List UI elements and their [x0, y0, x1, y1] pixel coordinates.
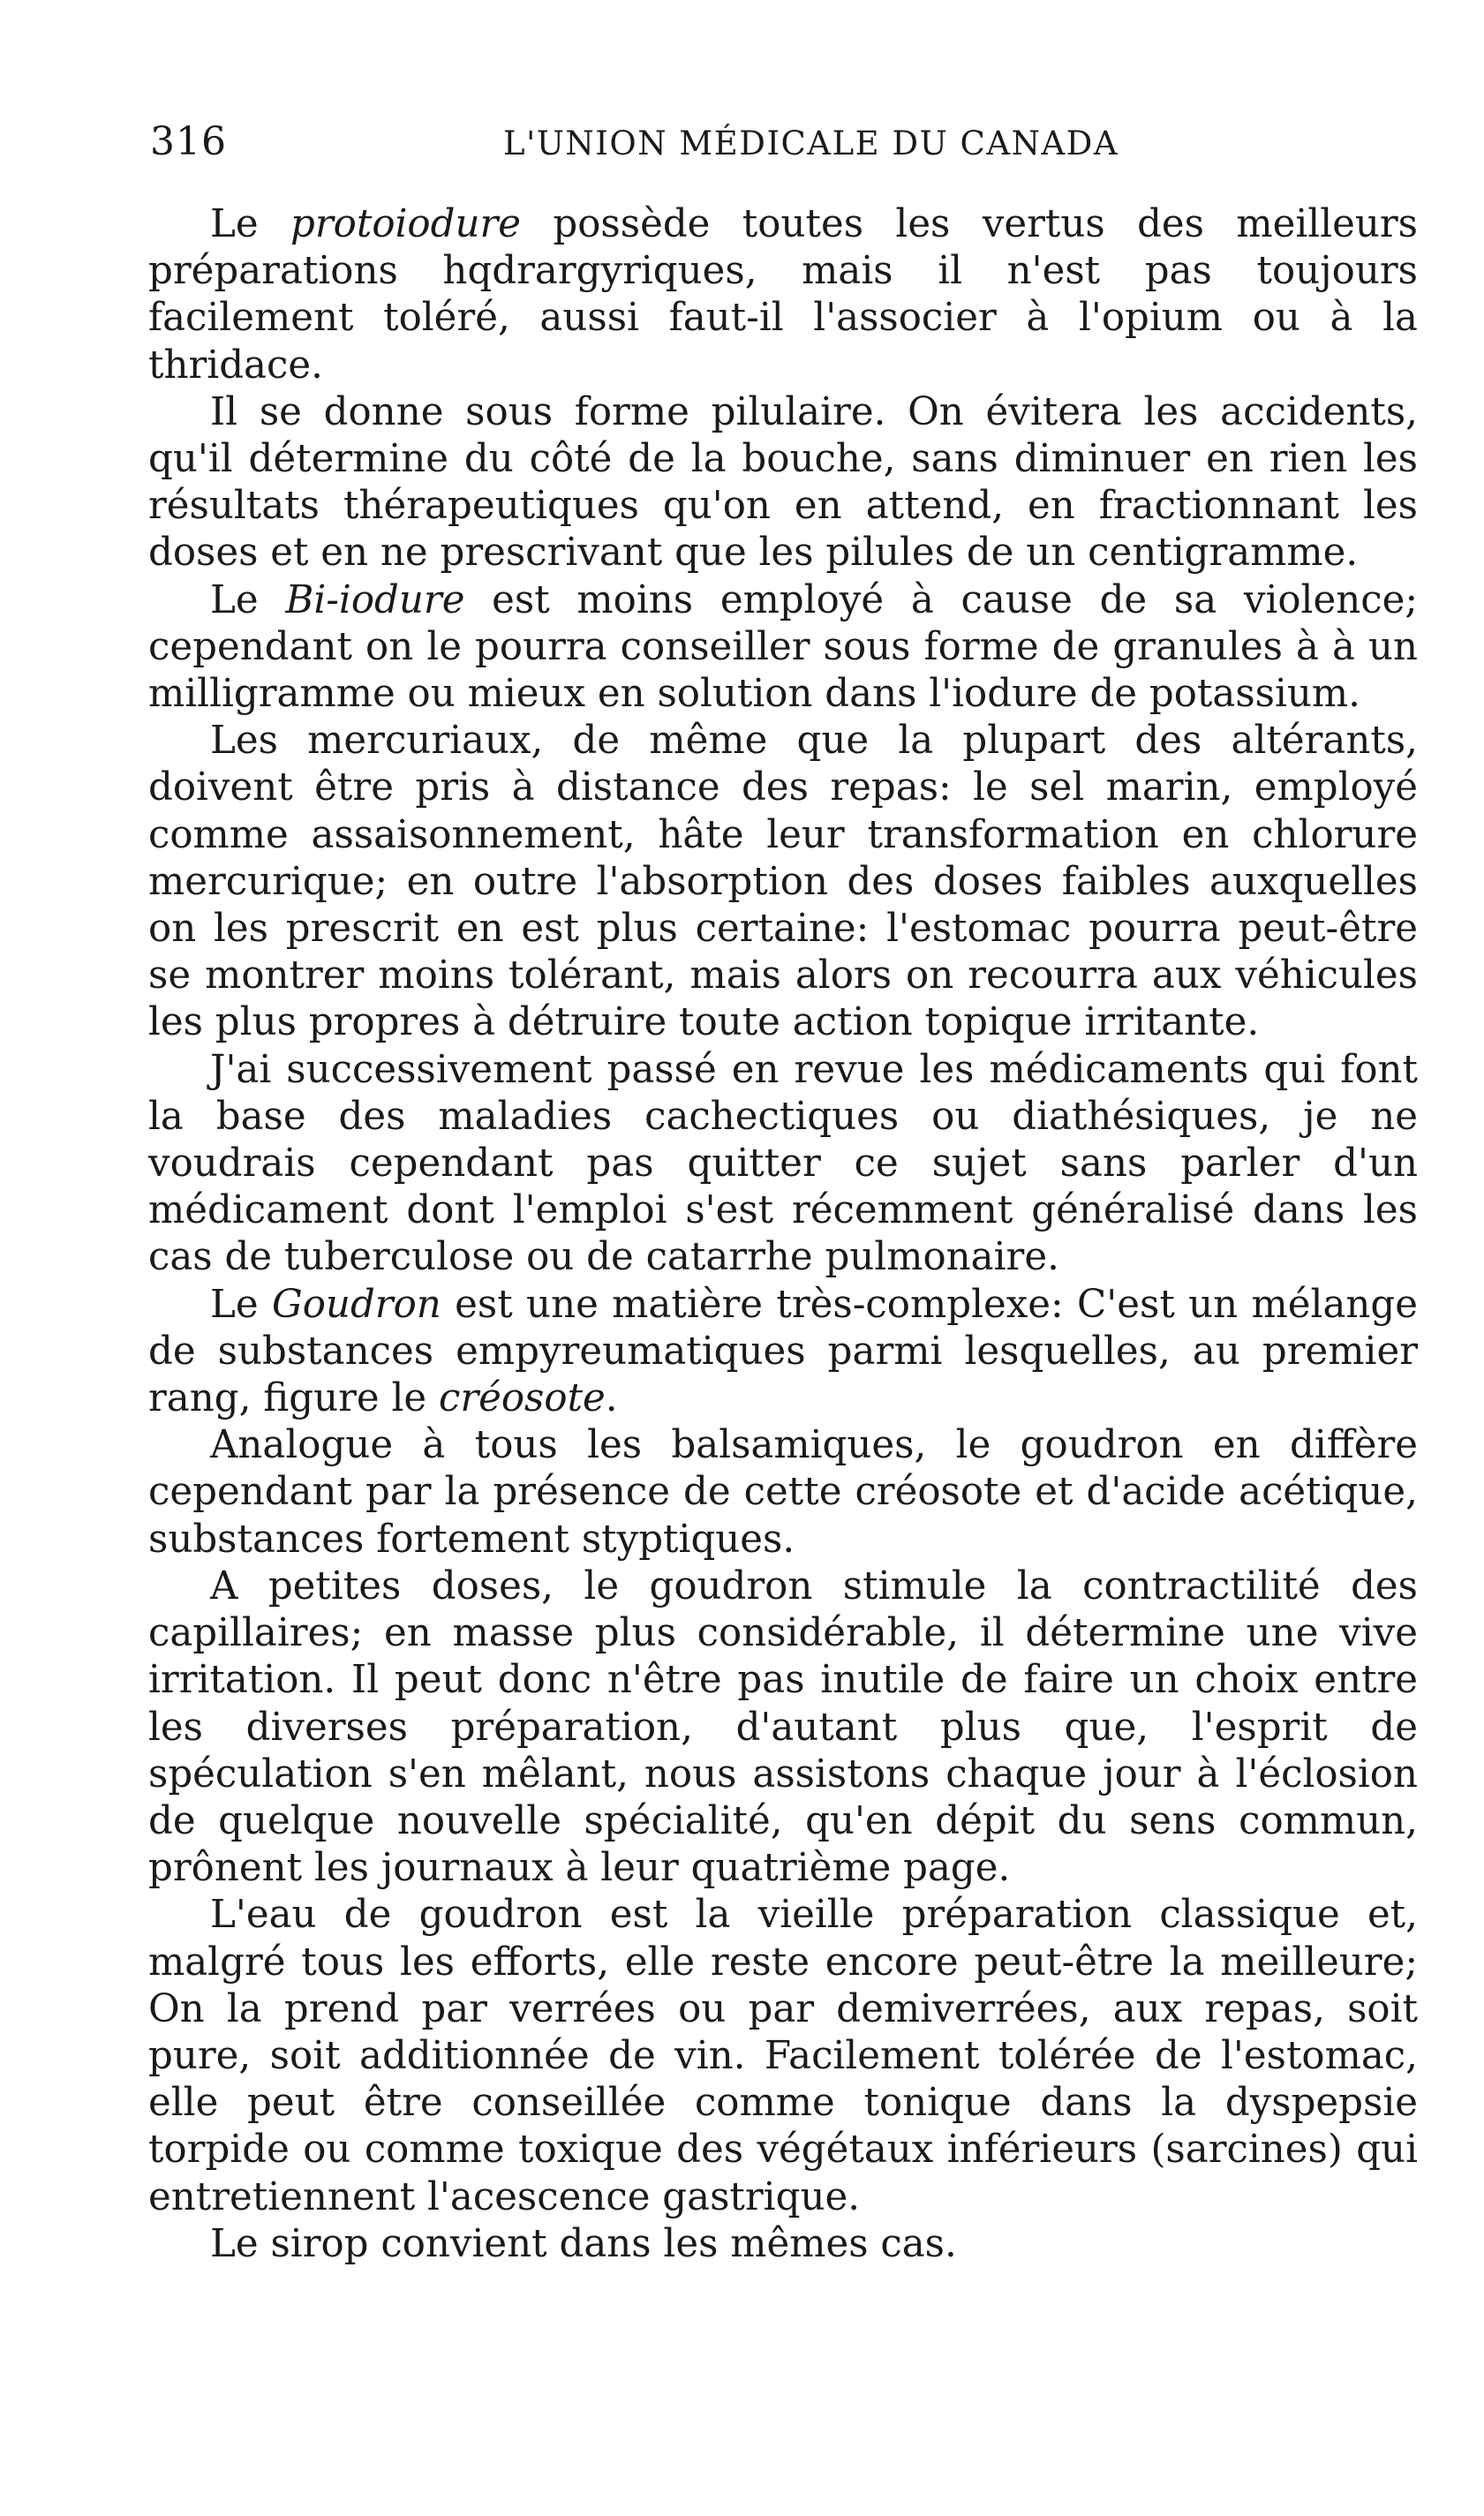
- term-bi-iodure: Bi-iodure: [285, 577, 465, 622]
- paragraph-balsamiques: Analogue à tous les balsamiques, le goudron en diffère cependant par la présence de cette créosote et d'acide acétique, substances fortement styptiques.: [148, 1423, 1418, 1562]
- article-body: [148, 201, 1418, 2268]
- running-head: [150, 119, 1421, 172]
- journal-title: L'UNION MÉDICALE DU CANADA: [503, 124, 1119, 162]
- paragraph-eau-de-goudron: L'eau de goudron est la vieille préparation classique et, malgré tous les efforts, elle reste encore peut-être la meilleure; On la prend par verrées ou par demiverrées, aux repas, soit pure, soit additionnée de vin. Facilement tolérée de l'estomac, elle peut être conseillée comme tonique dans la dyspepsie torpide ou comme toxique des végétaux inférieurs (sarcines) qui entretiennent l'acescence gastrique.: [148, 1893, 1418, 2219]
- page-number: 316: [150, 119, 227, 164]
- term-protoiodure: protoiodure: [290, 202, 522, 246]
- term-creosote: créosote: [438, 1376, 606, 1421]
- term-goudron: Goudron: [271, 1282, 441, 1327]
- paragraph-sirop: Le sirop convient dans les mêmes cas.: [210, 2221, 957, 2266]
- paragraph-petites-doses: A petites doses, le goudron stimule la contractilité des capillaires; en masse plus considérable, il détermine une vive irritation. Il peut donc n'être pas inutile de faire un choix entre les diverses préparation, d'autant plus que, l'esprit de spéculation s'en mêlant, nous assistons chaque jour à l'éclosion de quelque nouvelle spécialité, qu'en dépit du sens commun, prônent les journaux à leur quatrième page.: [148, 1563, 1418, 1891]
- paragraph-bi-iodure: Le Bi-iodure est moins employé à cause de sa violence; cependant on le pourra conseiller sous forme de granules à à un milligramme ou mieux en solution dans l'iodure de potassium.: [148, 577, 1418, 717]
- paragraph-pilulaire: Il se donne sous forme pilulaire. On évitera les accidents, qu'il détermine du côté de la bouche, sans diminuer en rien les résultats thérapeutiques qu'on en attend, en fractionnant les doses et en ne prescrivant que les pilules de un centigramme.: [148, 389, 1418, 576]
- paragraph-protoiodure: Le protoiodure possède toutes les vertus des meilleurs préparations hqdrargyriques, mais il n'est pas toujours facilement toléré, aussi faut-il l'associer à l'opium ou à la thridace.: [148, 202, 1418, 388]
- paragraph-revue: J'ai successivement passé en revue les médicaments qui font la base des maladies cachectiques ou diathésiques, je ne voudrais cependant pas quitter ce sujet sans parler d'un médicament dont l'emploi s'est récemment généralisé dans les cas de tuberculose ou de catarrhe pulmonaire.: [148, 1047, 1418, 1280]
- paragraph-mercuriaux: Les mercuriaux, de même que la plupart des altérants, doivent être pris à distance des repas: le sel marin, employé comme assaisonnement, hâte leur transformation en chlorure mercurique; en outre l'absorption des doses faibles auxquelles on les prescrit en est plus certaine: l'estomac pourra peut-être se montrer moins tolérant, mais alors on recourra aux véhicules les plus propres à détruire toute action topique irritante.: [148, 719, 1418, 1045]
- paragraph-goudron: Le Goudron est une matière très-complexe: C'est un mélange de substances empyreumatiques parmi lesquelles, au premier rang, figure le créosote.: [148, 1282, 1418, 1421]
